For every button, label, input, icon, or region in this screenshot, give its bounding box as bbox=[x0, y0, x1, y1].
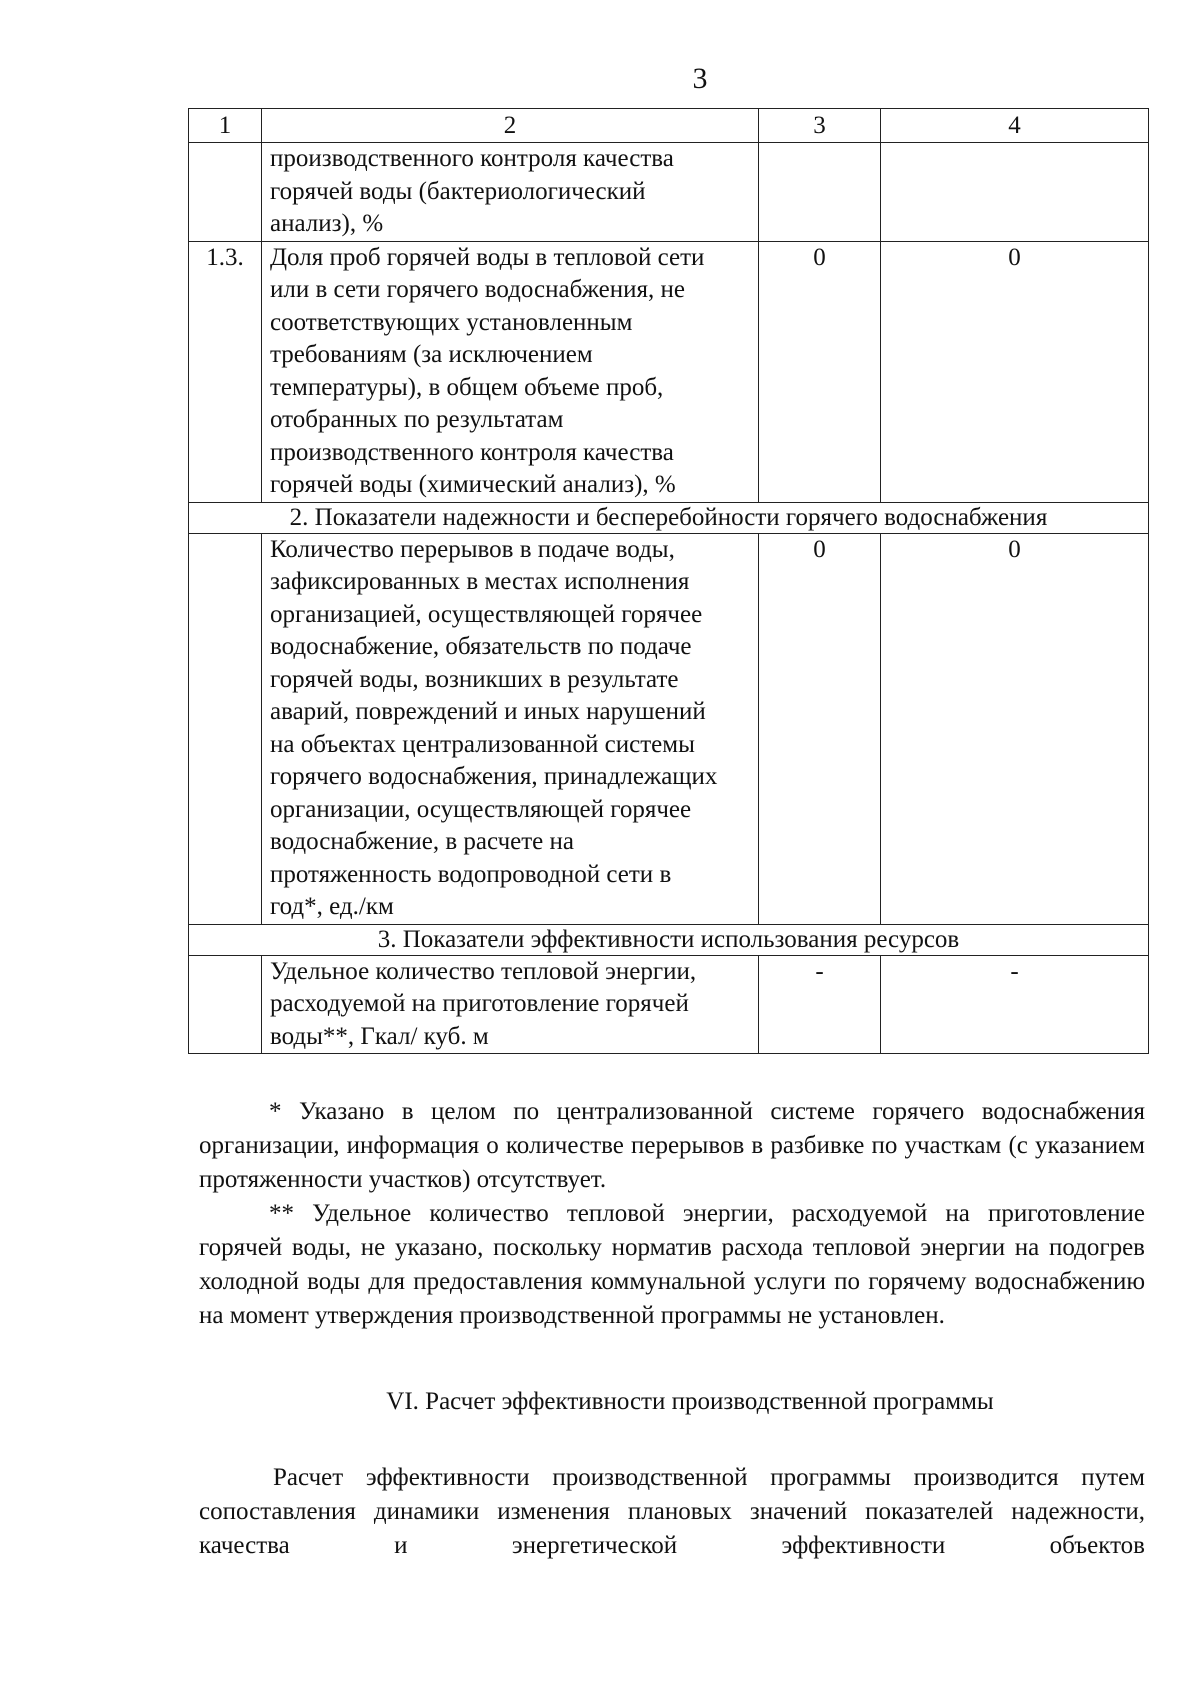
indicators-table bbox=[188, 108, 1149, 1054]
value-col4: - bbox=[881, 955, 1149, 1054]
indicator-text: Удельное количество тепловой энергии, расходуемой на приготовление горячей воды**, Гкал/ куб. м bbox=[262, 955, 759, 1054]
footnote-1: * Указано в целом по централизованной системе горячего водоснабжения организации, информация о количестве перерывов в разбивке по участкам (с указанием протяженности участков) отсутствует. bbox=[199, 1098, 1145, 1193]
section-2-title: 2. Показатели надежности и бесперебойности горячего водоснабжения bbox=[189, 502, 1149, 533]
row-number bbox=[189, 143, 262, 242]
footnotes bbox=[199, 1095, 1145, 1333]
body-paragraph: Расчет эффективности производственной программы производится путем сопоставления динамики изменения плановых значений показателей надежности, качества и энергетической эффективности объектов bbox=[199, 1464, 1145, 1559]
page-number: 3 bbox=[692, 62, 708, 95]
value-col3: 0 bbox=[759, 533, 881, 924]
table-row bbox=[189, 143, 1149, 242]
table-row bbox=[189, 241, 1149, 502]
section-row bbox=[189, 924, 1149, 955]
table-row bbox=[189, 533, 1149, 924]
column-header-1: 1 bbox=[189, 109, 262, 143]
footnote-2: ** Удельное количество тепловой энергии, расходуемой на приготовление горячей воды, не указано, поскольку норматив расхода тепловой энергии на подогрев холодной воды для предоставления коммунальной услуги по горячему водоснабжению на момент утверждения производственной программы не установлен. bbox=[199, 1200, 1145, 1329]
table-header-row bbox=[189, 109, 1149, 143]
value-col3 bbox=[759, 143, 881, 242]
column-header-3: 3 bbox=[759, 109, 881, 143]
indicator-text: Количество перерывов в подаче воды, зафиксированных в местах исполнения организацией, осуществляющей горячее водоснабжение, обязательств по подаче горячей воды, возникших в результате аварий, повреждений и иных нарушений на объектах централизованной системы горячего водоснабжения, принадлежащих организации, осуществляющей горячее водоснабжение, в расчете на протяженность водопроводной сети в год*, ед./км bbox=[262, 533, 759, 924]
indicator-text: Доля проб горячей воды в тепловой сети или в сети горячего водоснабжения, не соответствующих установленным требованиям (за исключением температуры), в общем объеме проб, отобранных по результатам производственного контроля качества горячей воды (химический анализ), % bbox=[262, 241, 759, 502]
column-header-4: 4 bbox=[881, 109, 1149, 143]
value-col4: 0 bbox=[881, 533, 1149, 924]
indicator-text: производственного контроля качества горячей воды (бактериологический анализ), % bbox=[262, 143, 759, 242]
table-row bbox=[189, 955, 1149, 1054]
value-col4: 0 bbox=[881, 241, 1149, 502]
value-col3: 0 bbox=[759, 241, 881, 502]
row-number: 1.3. bbox=[189, 241, 262, 502]
value-col3: - bbox=[759, 955, 881, 1054]
value-col4 bbox=[881, 143, 1149, 242]
column-header-2: 2 bbox=[262, 109, 759, 143]
row-number bbox=[189, 533, 262, 924]
row-number bbox=[189, 955, 262, 1054]
section-3-title: 3. Показатели эффективности использования ресурсов bbox=[189, 924, 1149, 955]
section-row bbox=[189, 502, 1149, 533]
section-title: VI. Расчет эффективности производственной программы bbox=[386, 1388, 994, 1415]
